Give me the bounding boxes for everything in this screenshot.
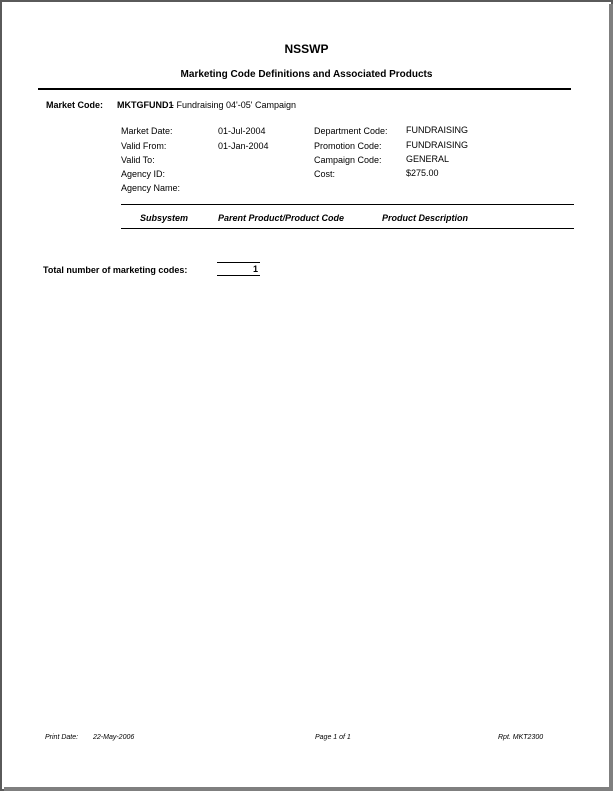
agency-name-label: Agency Name: [121, 183, 181, 193]
market-date-value: 01-Jul-2004 [218, 126, 266, 136]
market-code-description: - Fundraising 04'-05' Campaign [171, 100, 297, 110]
cost-value: $275.00 [406, 168, 439, 178]
valid-from-value: 01-Jan-2004 [218, 141, 269, 151]
campaign-code-label: Campaign Code: [314, 155, 382, 165]
campaign-code-value: GENERAL [406, 154, 450, 164]
table-top-rule [121, 204, 574, 205]
column-header-subsystem: Subsystem [140, 213, 189, 223]
column-header-product-code: Parent Product/Product Code [218, 213, 345, 223]
page-shadow-right [609, 4, 613, 791]
cost-label: Cost: [314, 169, 336, 179]
department-code-label: Department Code: [314, 126, 388, 136]
valid-from-label: Valid From: [121, 141, 167, 151]
promotion-code-label: Promotion Code: [314, 141, 382, 151]
promotion-code-value: FUNDRAISING [406, 140, 469, 150]
agency-id-label: Agency ID: [121, 169, 166, 179]
market-code-label: Market Code: [46, 100, 104, 110]
report-id: Rpt. MKT2300 [498, 734, 544, 741]
column-header-product-description: Product Description [382, 213, 469, 223]
organization-title: NSSWP [284, 42, 329, 56]
report-title: Marketing Code Definitions and Associated Products [180, 69, 433, 80]
market-code-value: MKTGFUND1 [117, 100, 174, 110]
market-date-label: Market Date: [121, 126, 173, 136]
table-header-rule [121, 228, 574, 229]
total-count-box [217, 262, 260, 276]
print-date-label: Print Date: [45, 734, 79, 741]
total-count-value: 1 [252, 264, 258, 274]
total-count-label: Total number of marketing codes: [43, 265, 188, 275]
header-divider [38, 88, 571, 90]
page-shadow-bottom [4, 787, 613, 791]
print-date-value: 22-May-2006 [93, 734, 135, 741]
valid-to-label: Valid To: [121, 155, 155, 165]
department-code-value: FUNDRAISING [406, 125, 469, 135]
page-number: Page 1 of 1 [315, 734, 351, 741]
